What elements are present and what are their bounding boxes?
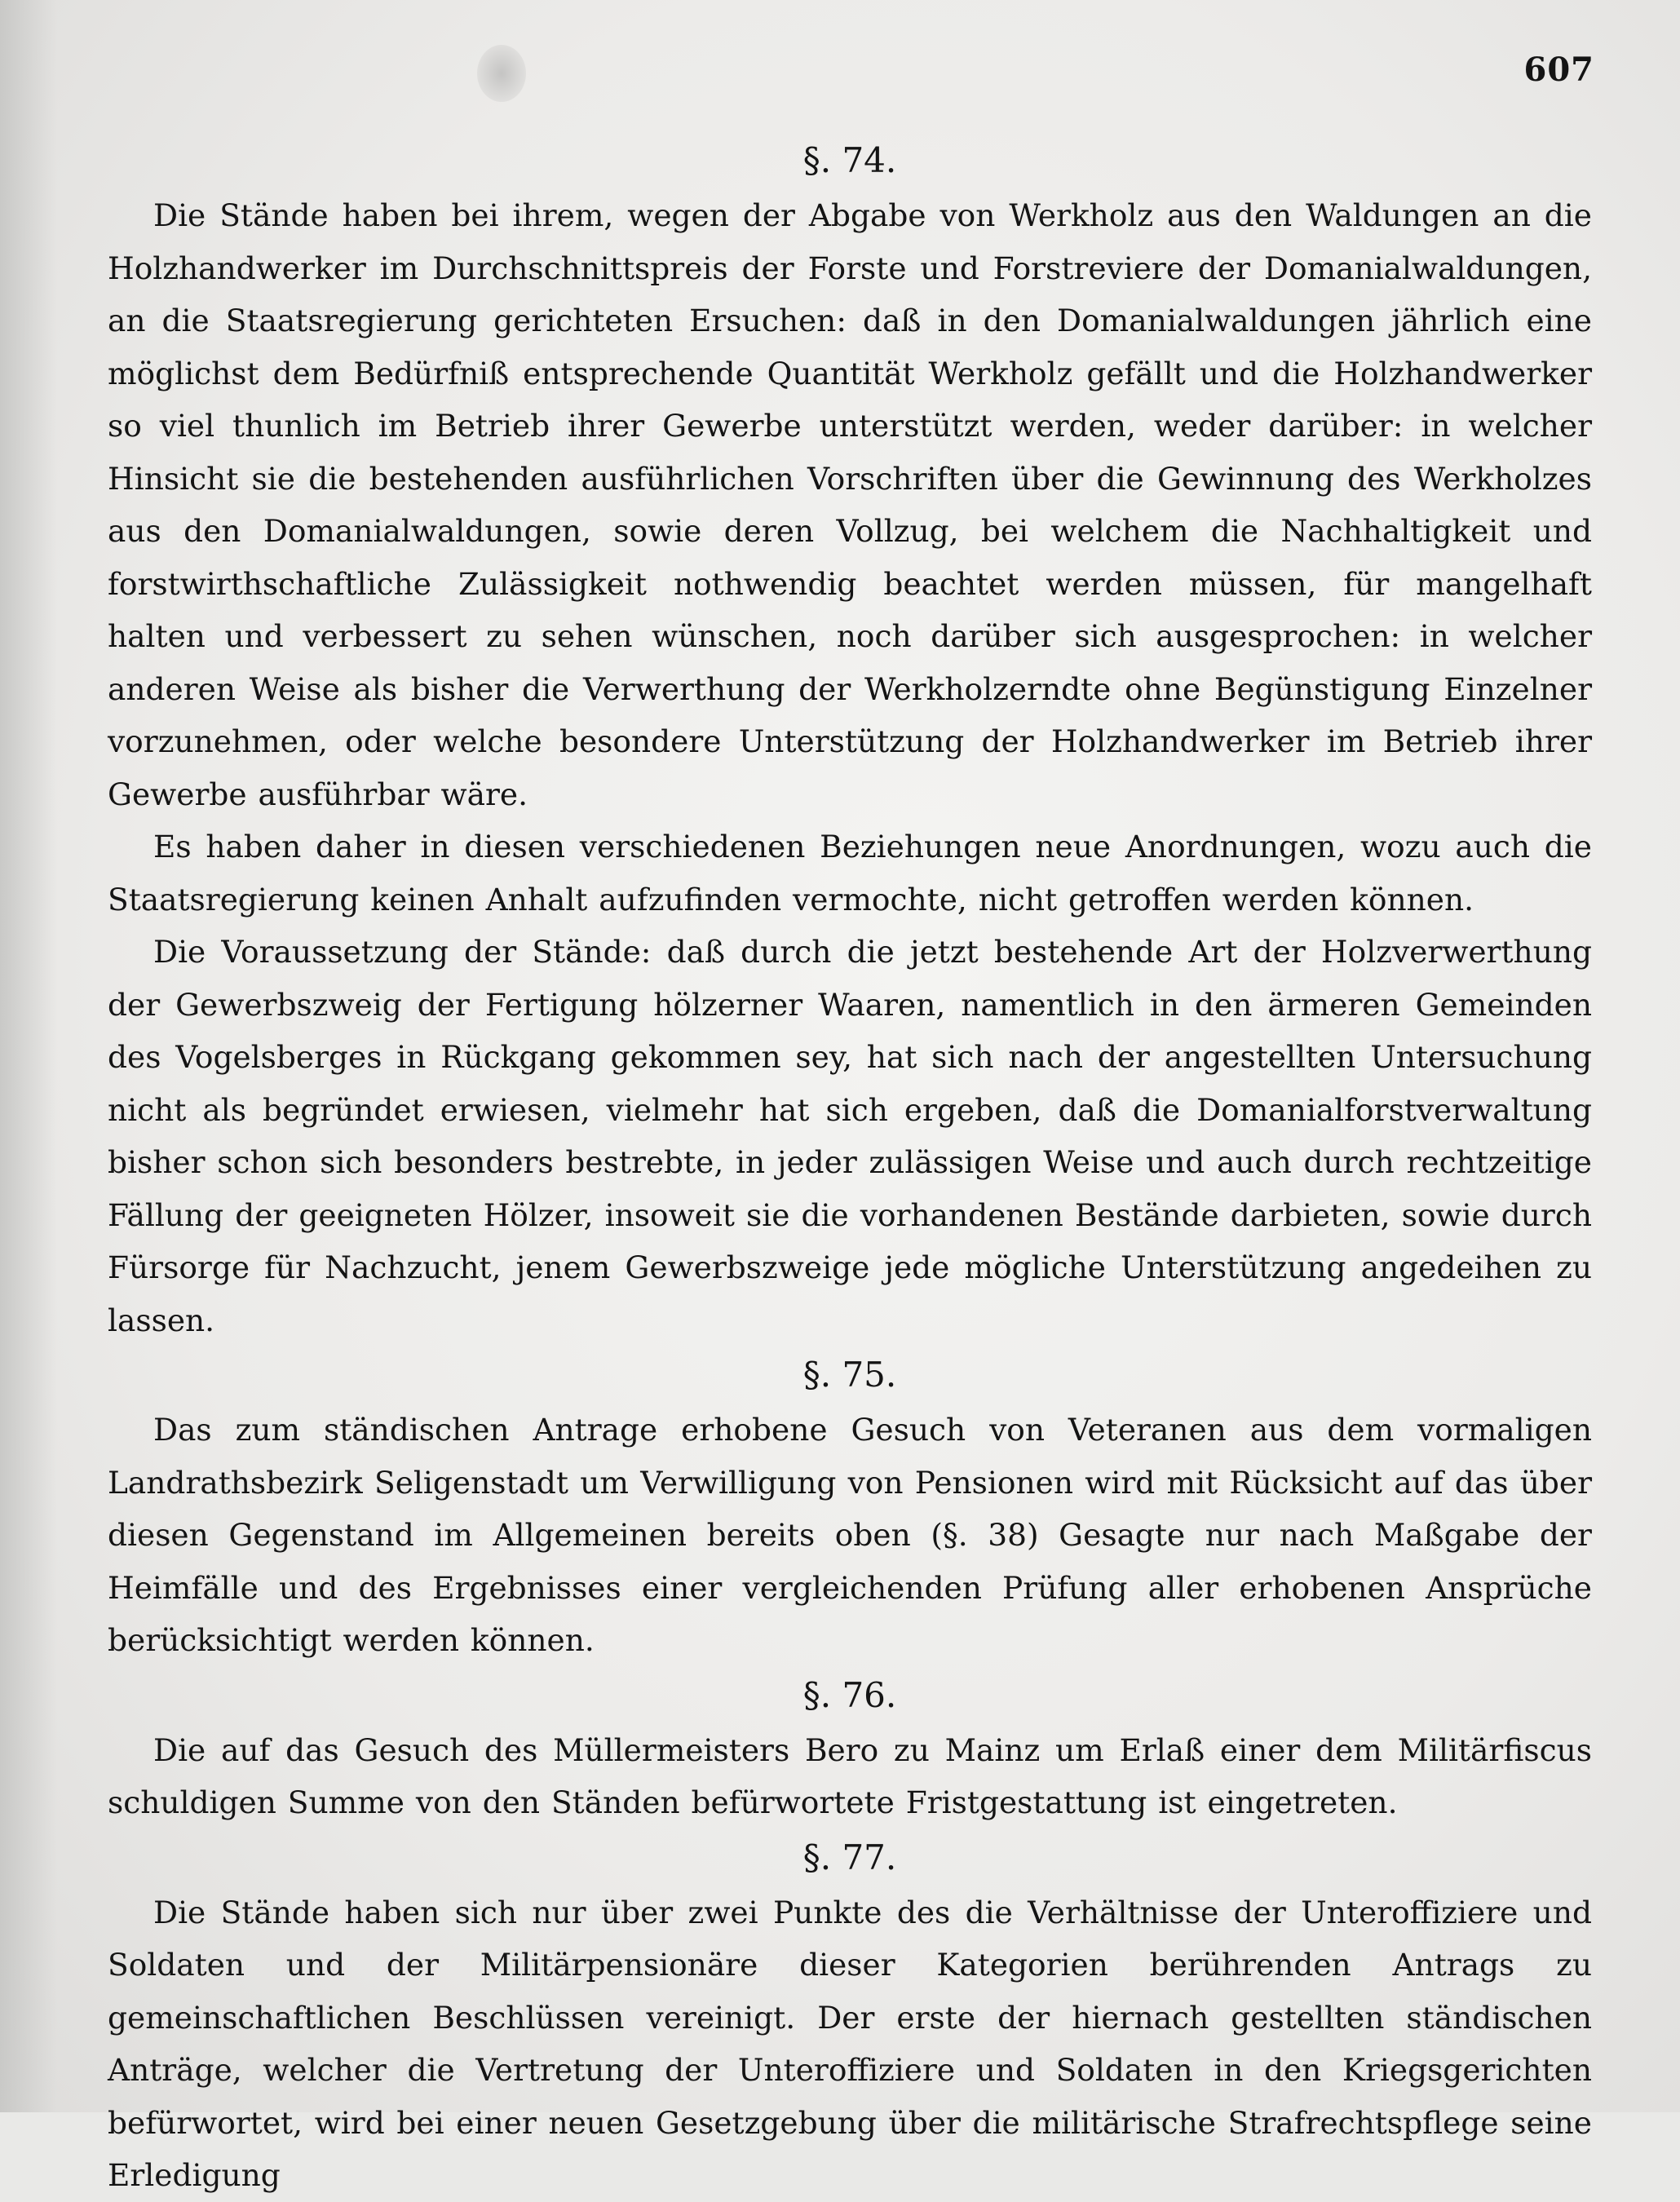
binding-shadow (0, 0, 57, 2112)
section-heading-75: §. 75. (802, 1355, 897, 1395)
page-number: 607 (1523, 51, 1594, 89)
section-heading-74: §. 74. (802, 140, 897, 180)
section-77-paragraph-1: Die Stände haben sich nur über zwei Punkte des die Verhältnisse der Unteroffiziere und Soldaten und der Militärpensionäre dieser Kategorien berührenden Antrags zu gemeinschaftlichen Beschlüssen vereinigt. Der erste der hiernach gestellten ständischen Anträge, welcher die Vertretung der Unteroffiziere und Soldaten in den Kriegsgerichten befürwortet, wird bei einer neuen Gesetzgebung über die militärische Strafrechtspflege seine Erledigung (108, 1894, 1592, 2193)
section-76-paragraph-1: Die auf das Gesuch des Müllermeisters Bero zu Mainz um Erlaß einer dem Militärfiscus schuldigen Summe von den Ständen befürwortete Fristgestattung ist eingetreten. (108, 1731, 1592, 1820)
section-heading-76: §. 76. (802, 1674, 897, 1715)
page-body (108, 137, 1592, 2202)
section-75-paragraph-1: Das zum ständischen Antrage erhobene Gesuch von Veteranen aus dem vormaligen Landrathsbezirk Seligenstadt um Verwilligung von Pensionen wird mit Rücksicht auf das über diesen Gegenstand im Allgemeinen bereits oben (§. 38) Gesagte nur nach Maßgabe der Heimfälle und des Ergebnisses einer vergleichenden Prüfung aller erhobenen Ansprüche berücksichtigt werden können. (108, 1412, 1592, 1658)
section-heading-77: §. 77. (802, 1837, 897, 1877)
section-74-paragraph-3: Die Voraussetzung der Stände: daß durch die jetzt bestehende Art der Holzverwerthung der Gewerbszweig der Fertigung hölzerner Waaren, namentlich in den ärmeren Gemeinden des Vogelsberges in Rückgang gekommen sey, hat sich nach der angestellten Untersuchung nicht als begründet erwiesen, vielmehr hat sich ergeben, daß die Domanialforstverwaltung bisher schon sich besonders bestrebte, in jeder zulässigen Weise und auch durch rechtzeitige Fällung der geeigneten Hölzer, insoweit sie die vorhandenen Bestände darbieten, sowie durch Fürsorge für Nachzucht, jenem Gewerbszweige jede mögliche Unterstützung angedeihen zu lassen. (108, 934, 1592, 1338)
ink-smudge (477, 45, 526, 102)
section-74-paragraph-1: Die Stände haben bei ihrem, wegen der Abgabe von Werkholz aus den Waldungen an die Holzhandwerker im Durchschnittspreis der Forste und Forstreviere der Domanialwaldungen, an die Staatsregierung gerichteten Ersuchen: daß in den Domanialwaldungen jährlich eine möglichst dem Bedürfniß entsprechende Quantität Werkholz gefällt und die Holzhandwerker so viel thunlich im Betrieb ihrer Gewerbe unterstützt werden, weder darüber: in welcher Hinsicht sie die bestehenden ausführlichen Vorschriften über die Gewinnung des Werkholzes aus den Domanialwaldungen, sowie deren Vollzug, bei welchem die Nachhaltigkeit und forstwirthschaftliche Zulässigkeit nothwendig beachtet werden müssen, für mangelhaft halten und verbessert zu sehen wünschen, noch darüber sich ausgesprochen: in welcher anderen Weise als bisher die Verwerthung der Werkholzerndte ohne Begünstigung Einzelner vorzunehmen, oder welche besondere Unterstützung der Holzhandwerker im Betrieb ihrer Gewerbe ausführbar wäre. (108, 197, 1592, 812)
section-74-paragraph-2: Es haben daher in diesen verschiedenen Beziehungen neue Anordnungen, wozu auch die Staatsregierung keinen Anhalt aufzufinden vermochte, nicht getroffen werden können. (108, 829, 1592, 918)
